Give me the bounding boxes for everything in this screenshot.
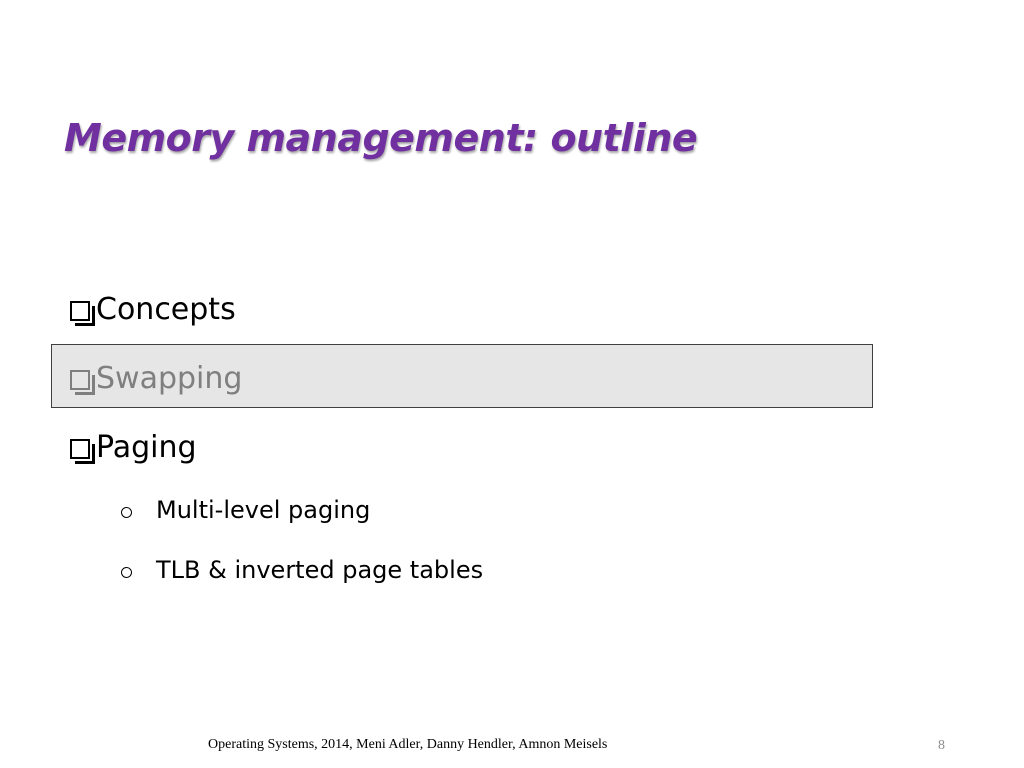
bullet-swapping <box>70 361 242 396</box>
circle-bullet-icon <box>121 507 132 518</box>
page-number: 8 <box>938 738 945 753</box>
slide-footer: Operating Systems, 2014, Meni Adler, Danny Hendler, Amnon Meisels <box>208 737 608 752</box>
sub-bullet-multi-level-paging <box>121 496 370 524</box>
sub-bullet-label: Multi-level paging <box>156 496 371 524</box>
slide-title: Memory management: outline <box>64 116 698 160</box>
bullet-paging <box>70 430 197 465</box>
sub-bullet-label: TLB & inverted page tables <box>156 556 484 584</box>
bullet-label: Paging <box>96 430 197 465</box>
circle-bullet-icon <box>121 567 132 578</box>
checkbox-icon <box>70 370 90 390</box>
checkbox-icon <box>70 301 90 321</box>
bullet-label: Concepts <box>96 292 236 327</box>
bullet-label: Swapping <box>96 361 243 396</box>
sub-bullet-tlb <box>121 556 483 584</box>
bullet-concepts <box>70 292 236 327</box>
checkbox-icon <box>70 439 90 459</box>
